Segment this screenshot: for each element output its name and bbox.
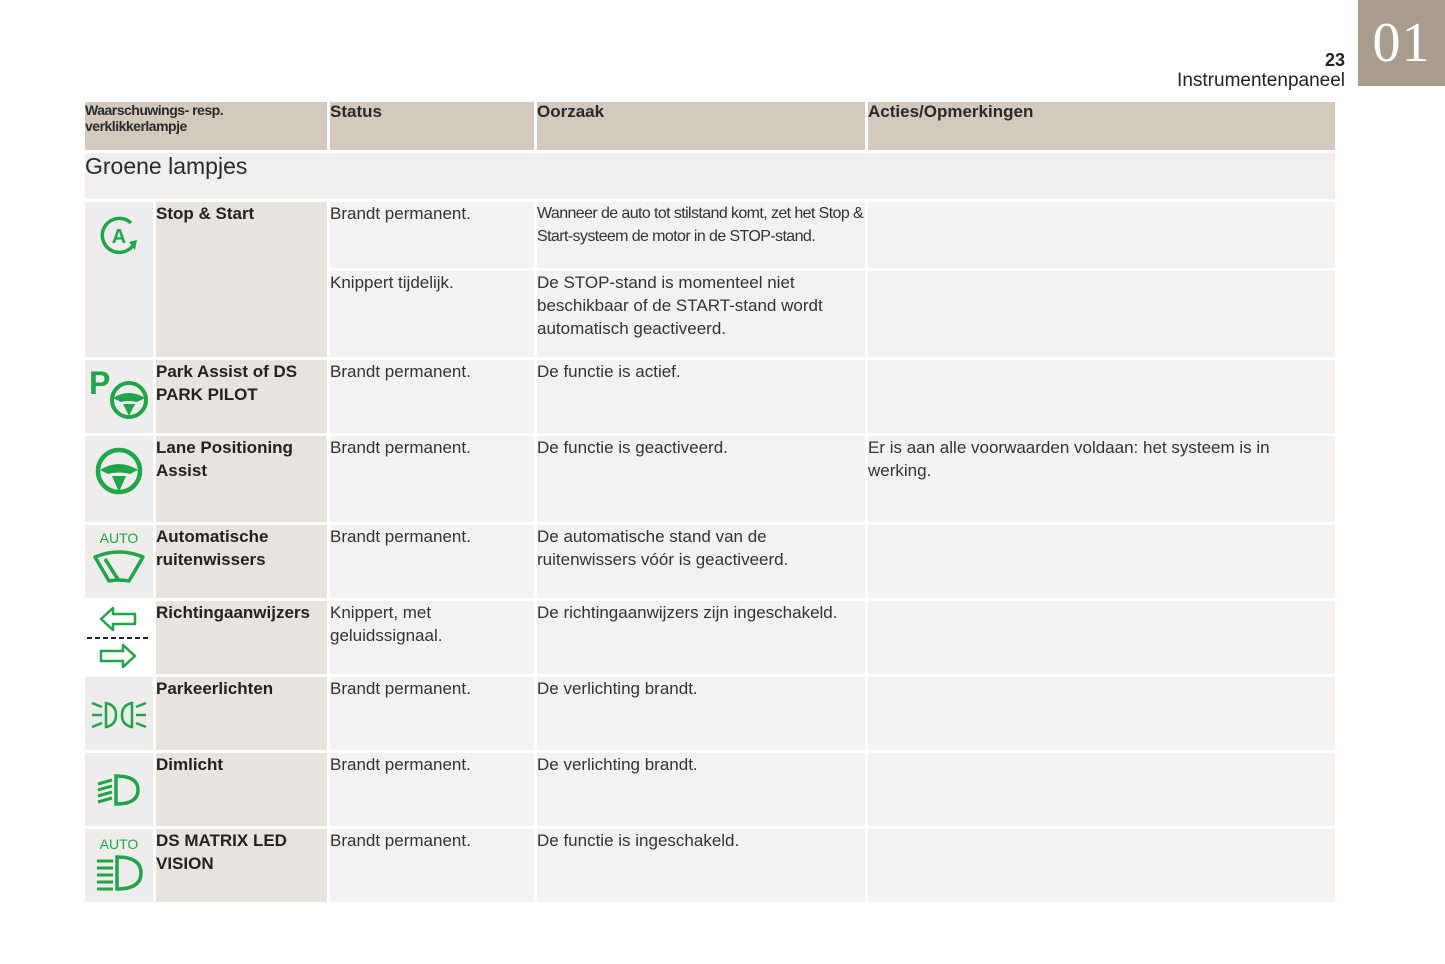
row-cause: De richtingaanwijzers zijn ingeschakeld. xyxy=(537,601,865,674)
row-name: Park Assist of DS PARK PILOT xyxy=(156,360,327,433)
section-title: Instrumentenpaneel xyxy=(1177,70,1345,91)
table-row xyxy=(85,829,1335,902)
row-action xyxy=(868,202,1335,268)
row-cause: Wanneer de auto tot stilstand komt, zet het Stop & Start-systeem de motor in de STOP-stand. xyxy=(537,202,865,268)
group-title: Groene lampjes xyxy=(85,153,1335,199)
row-status: Brandt permanent. xyxy=(330,436,534,522)
table-row xyxy=(85,436,1335,522)
table-row xyxy=(85,202,1335,268)
row-status: Brandt permanent. xyxy=(330,753,534,826)
row-name: Parkeerlichten xyxy=(156,677,327,750)
row-cause: De verlichting brandt. xyxy=(537,753,865,826)
column-header-actions: Acties/Opmerkingen xyxy=(868,102,1335,150)
auto-wiper-icon xyxy=(85,525,153,598)
column-header-cause: Oorzaak xyxy=(537,102,865,150)
table-row xyxy=(85,677,1335,750)
row-action xyxy=(868,829,1335,902)
svg-text:P: P xyxy=(89,366,111,401)
table-header-row xyxy=(85,102,1335,150)
row-name: Automatische ruitenwissers xyxy=(156,525,327,598)
row-cause: De functie is ingeschakeld. xyxy=(537,829,865,902)
row-status: Knippert tijdelijk. xyxy=(330,271,534,357)
row-status: Brandt permanent. xyxy=(330,202,534,268)
column-header-lamp: Waarschuwings- resp. verklikkerlampje xyxy=(85,102,327,150)
svg-text:A: A xyxy=(111,226,127,248)
row-cause: De STOP-stand is momenteel niet beschikbaar of de START-stand wordt automatisch geactiveerd. xyxy=(537,271,865,357)
row-status: Brandt permanent. xyxy=(330,829,534,902)
row-action xyxy=(868,601,1335,674)
row-action xyxy=(868,525,1335,598)
row-name: DS MATRIX LED VISION xyxy=(156,829,327,902)
row-action xyxy=(868,360,1335,433)
stop-start-icon xyxy=(85,202,153,357)
table-row xyxy=(85,360,1335,433)
row-status: Brandt permanent. xyxy=(330,677,534,750)
parking-lights-icon xyxy=(85,677,153,750)
row-cause: De verlichting brandt. xyxy=(537,677,865,750)
row-cause: De functie is geactiveerd. xyxy=(537,436,865,522)
row-action: Er is aan alle voorwaarden voldaan: het systeem is in werking. xyxy=(868,436,1335,522)
row-status: Brandt permanent. xyxy=(330,360,534,433)
row-action xyxy=(868,271,1335,357)
table-row xyxy=(85,601,1335,674)
row-action xyxy=(868,753,1335,826)
table-row xyxy=(85,525,1335,598)
matrix-led-icon xyxy=(85,829,153,902)
steering-wheel-icon xyxy=(85,436,153,522)
row-name: Richtingaanwijzers xyxy=(156,601,327,674)
page-number: 23 xyxy=(1324,50,1345,70)
turn-signal-icon xyxy=(85,601,153,674)
row-status: Brandt permanent. xyxy=(330,525,534,598)
warning-lights-table xyxy=(82,99,1338,905)
matrix-led-icon-text: AUTO xyxy=(99,836,139,852)
row-cause: De functie is actief. xyxy=(537,360,865,433)
dipped-beam-icon xyxy=(85,753,153,826)
chapter-tab: 01 xyxy=(1358,0,1445,86)
table-row xyxy=(85,753,1335,826)
group-row xyxy=(85,153,1335,199)
row-name: Dimlicht xyxy=(156,753,327,826)
column-header-status: Status xyxy=(330,102,534,150)
auto-wiper-icon-text: AUTO xyxy=(99,530,139,546)
row-status: Knippert, met geluidssignaal. xyxy=(330,601,534,674)
row-action xyxy=(868,677,1335,750)
row-name: Stop & Start xyxy=(156,202,327,357)
row-name: Lane Positioning Assist xyxy=(156,436,327,522)
row-cause: De automatische stand van de ruitenwissers vóór is geactiveerd. xyxy=(537,525,865,598)
park-assist-icon xyxy=(85,360,153,433)
